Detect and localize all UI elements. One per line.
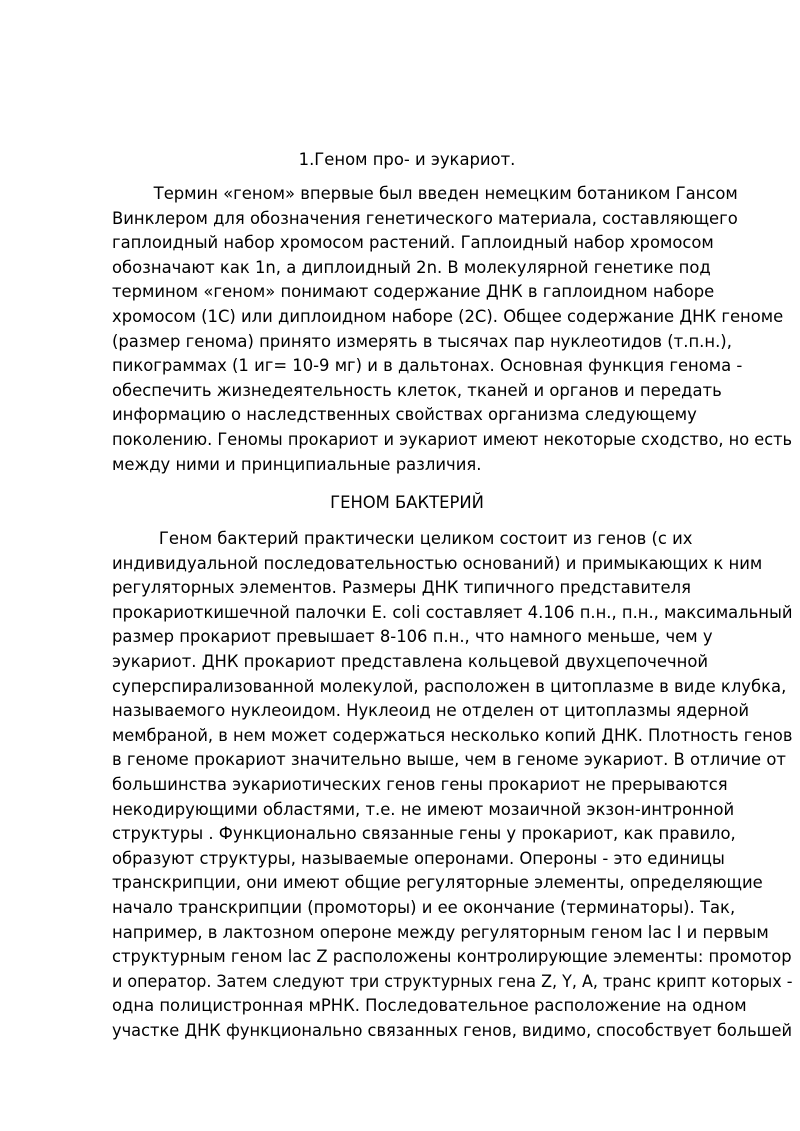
text-line: размер прокариот превышает 8-106 п.н., что намного меньше, чем у xyxy=(112,627,713,647)
text-line: участке ДНК функционально связанных генов, видимо, способствует большей xyxy=(112,1020,793,1040)
text-line: структуры . Функционально связанные гены у прокариот, как правило, xyxy=(112,824,736,844)
section-heading-genome: 1.Геном про- и эукариот. xyxy=(298,150,516,169)
text-line: начало транскрипции (промоторы) и ее окончание (терминаторы). Так, xyxy=(112,897,736,917)
text-line: мембраной, в нем может содержаться несколько копий ДНК. Плотность генов xyxy=(112,725,793,745)
text-line: гаплоидный набор хромосом растений. Гаплоидный набор хромосом xyxy=(112,233,714,253)
text-line: прокариоткишечной палочки E. coli составляет 4.106 п.н., п.н., максимальный xyxy=(112,602,793,622)
text-line: называемого нуклеоидом. Нуклеоид не отделен от цитоплазмы ядерной xyxy=(112,701,750,721)
text-line: одна полицистронная мРНК. Последовательное расположение на одном xyxy=(112,996,747,1016)
text-line: например, в лактозном опероне между регуляторным геном lac I и первым xyxy=(112,922,769,942)
section-heading-bacteria: ГЕНОМ БАКТЕРИЙ xyxy=(330,493,484,512)
text-line: поколению. Геномы прокариот и эукариот имеют некоторые сходство, но есть xyxy=(112,429,793,449)
text-line: эукариот. ДНК прокариот представлена кольцевой двухцепочечной xyxy=(112,651,709,671)
text-line: индивидуальной последовательностью оснований) и примыкающих к ним xyxy=(112,553,763,573)
text-line: некодирующими областями, т.е. не имеют мозаичной экзон-интронной xyxy=(112,799,735,819)
text-line: (размер генома) принято измерять в тысячах пар нуклеотидов (т.п.н.), xyxy=(112,331,732,351)
text-line: Термин «геном» впервые был введен немецким ботаником Гансом xyxy=(112,184,738,203)
paragraph-bacterial-genome xyxy=(112,527,793,1043)
text-line: суперспирализованной молекулой, расположен в цитоплазме в виде клубка, xyxy=(112,676,787,696)
text-line: хромосом (1С) или диплоидном наборе (2С). Общее содержание ДНК геноме xyxy=(112,306,784,326)
text-line: информацию о наследственных свойствах организма следующему xyxy=(112,405,697,425)
text-line: Винклером для обозначения генетического материала, составляющего xyxy=(112,208,738,228)
text-line: транскрипции, они имеют общие регуляторные элементы, определяющие xyxy=(112,873,763,893)
text-line: в геноме прокариот значительно выше, чем в геноме эукариот. В отличие от xyxy=(112,750,786,770)
text-line: между ними и принципиальные различия. xyxy=(112,454,482,474)
text-line: термином «геном» понимают содержание ДНК в гаплоидном наборе xyxy=(112,282,715,302)
text-line: обеспечить жизнедеятельность клеток, тканей и органов и передать xyxy=(112,380,722,400)
text-line: обозначают как 1n, а диплоидный 2n. В молекулярной генетике под xyxy=(112,257,711,277)
text-line: структурным геном lac Z расположены контролирующие элементы: промотор xyxy=(112,947,792,967)
text-line: образуют структуры, называемые оперонами. Опероны - это единицы xyxy=(112,848,725,868)
text-line: Геном бактерий практически целиком состоит из генов (с их xyxy=(112,529,693,548)
text-line: и оператор. Затем следуют три структурных гена Z, Y, A, транс крипт которых - xyxy=(112,971,793,991)
paragraph-genome-definition xyxy=(112,182,793,477)
text-line: пикограммах (1 иг= 10-9 мг) и в дальтонах. Основная функция генома - xyxy=(112,356,743,376)
text-line: регуляторных элементов. Размеры ДНК типичного представителя xyxy=(112,578,691,598)
text-line: большинства эукариотических генов гены прокариот не прерываются xyxy=(112,774,728,794)
